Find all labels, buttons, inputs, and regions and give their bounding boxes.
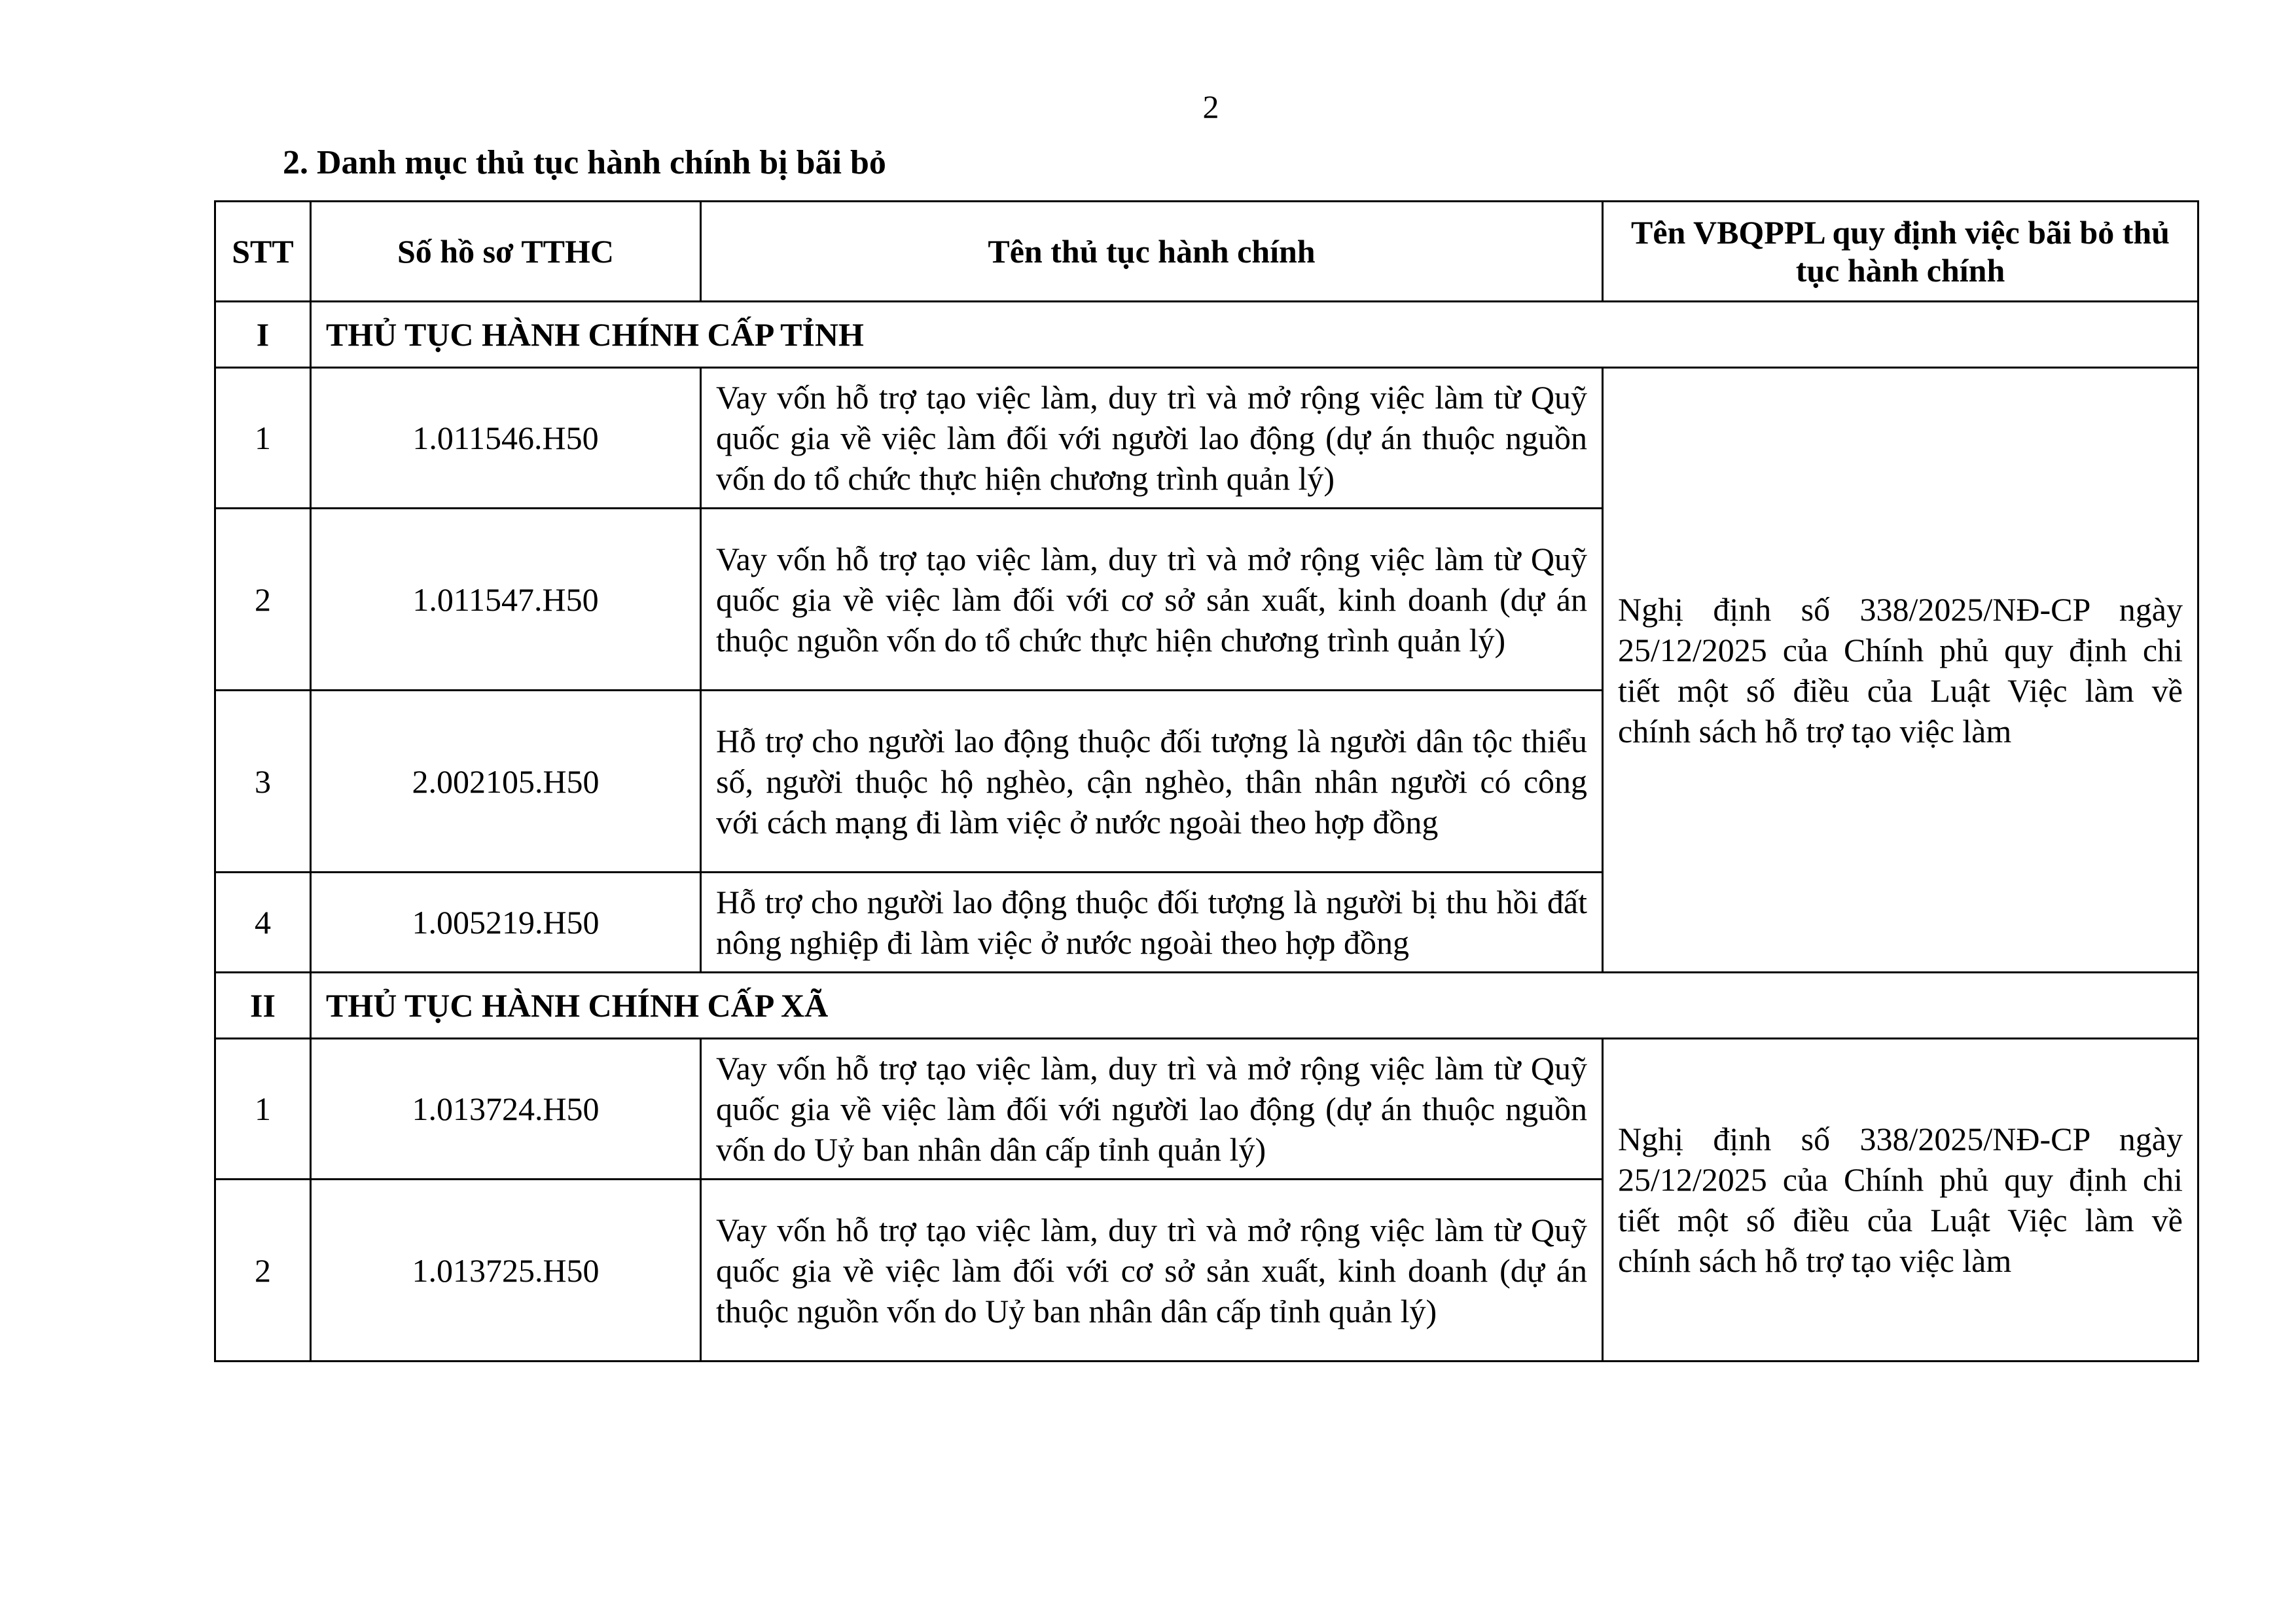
row-name: Hỗ trợ cho người lao động thuộc đối tượng là người bị thu hồi đất nông nghiệp đi làm việc ở nước ngoài theo hợp đồng (701, 873, 1603, 973)
table-row (215, 368, 2198, 509)
group-title: THỦ TỤC HÀNH CHÍNH CẤP TỈNH (311, 302, 2198, 368)
row-stt: 2 (215, 509, 311, 691)
row-stt: 1 (215, 1039, 311, 1180)
table-header-row (215, 202, 2198, 302)
page-number: 2 (1202, 88, 1219, 125)
row-stt: 2 (215, 1180, 311, 1362)
row-name: Vay vốn hỗ trợ tạo việc làm, duy trì và mở rộng việc làm từ Quỹ quốc gia về việc làm đối với người lao động (dự án thuộc nguồn vốn do Uỷ ban nhân dân cấp tỉnh quản lý) (701, 1039, 1603, 1180)
row-code: 1.013725.H50 (311, 1180, 701, 1362)
row-law: Nghị định số 338/2025/NĐ-CP ngày 25/12/2025 của Chính phủ quy định chi tiết một số điều của Luật Việc làm về chính sách hỗ trợ tạo việc làm (1603, 368, 2198, 973)
row-name: Hỗ trợ cho người lao động thuộc đối tượng là người dân tộc thiểu số, người thuộc hộ nghèo, cận nghèo, thân nhân người có công với cách mạng đi làm việc ở nước ngoài theo hợp đồng (701, 691, 1603, 873)
row-code: 1.011546.H50 (311, 368, 701, 509)
header-stt: STT (215, 202, 311, 302)
row-code: 1.005219.H50 (311, 873, 701, 973)
group-row-provincial (215, 302, 2198, 368)
header-law: Tên VBQPPL quy định việc bãi bỏ thủ tục hành chính (1603, 202, 2198, 302)
table-row (215, 1039, 2198, 1180)
row-code: 1.013724.H50 (311, 1039, 701, 1180)
section-title: 2. Danh mục thủ tục hành chính bị bãi bỏ (283, 144, 886, 181)
group-row-commune (215, 973, 2198, 1039)
row-name: Vay vốn hỗ trợ tạo việc làm, duy trì và mở rộng việc làm từ Quỹ quốc gia về việc làm đối với cơ sở sản xuất, kinh doanh (dự án thuộc nguồn vốn do Uỷ ban nhân dân cấp tỉnh quản lý) (701, 1180, 1603, 1362)
group-title: THỦ TỤC HÀNH CHÍNH CẤP XÃ (311, 973, 2198, 1039)
row-code: 2.002105.H50 (311, 691, 701, 873)
row-name: Vay vốn hỗ trợ tạo việc làm, duy trì và mở rộng việc làm từ Quỹ quốc gia về việc làm đối với người lao động (dự án thuộc nguồn vốn do tổ chức thực hiện chương trình quản lý) (701, 368, 1603, 509)
group-roman: I (215, 302, 311, 368)
header-name: Tên thủ tục hành chính (701, 202, 1603, 302)
group-roman: II (215, 973, 311, 1039)
header-code: Số hồ sơ TTHC (311, 202, 701, 302)
row-stt: 3 (215, 691, 311, 873)
row-law: Nghị định số 338/2025/NĐ-CP ngày 25/12/2025 của Chính phủ quy định chi tiết một số điều của Luật Việc làm về chính sách hỗ trợ tạo việc làm (1603, 1039, 2198, 1362)
row-name: Vay vốn hỗ trợ tạo việc làm, duy trì và mở rộng việc làm từ Quỹ quốc gia về việc làm đối với cơ sở sản xuất, kinh doanh (dự án thuộc nguồn vốn do tổ chức thực hiện chương trình quản lý) (701, 509, 1603, 691)
row-stt: 4 (215, 873, 311, 973)
row-code: 1.011547.H50 (311, 509, 701, 691)
procedure-table (214, 200, 2199, 1362)
row-stt: 1 (215, 368, 311, 509)
